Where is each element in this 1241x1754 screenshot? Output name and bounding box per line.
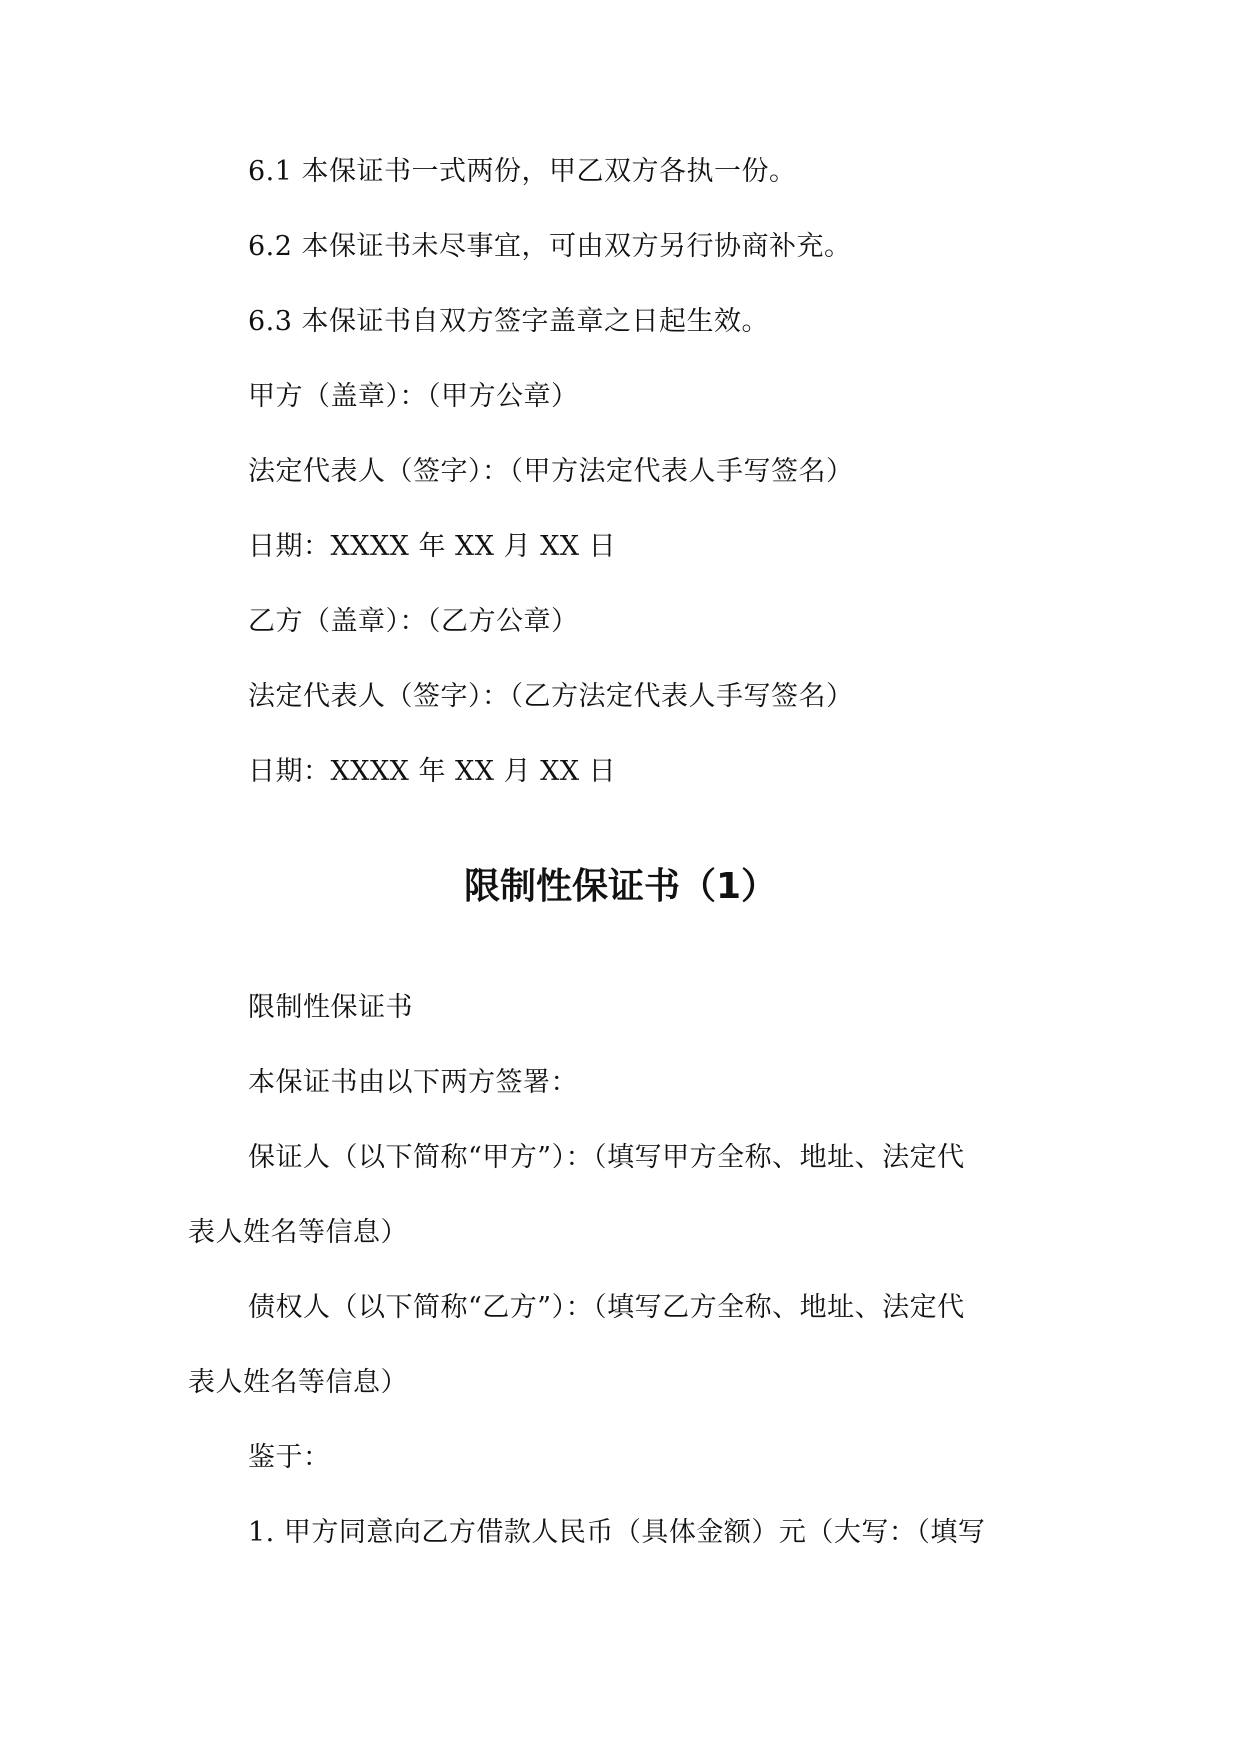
guarantor-line-1: 保证人（以下简称“甲方”）：（填写甲方全称、地址、法定代 [248, 1142, 965, 1173]
party-a-representative: 法定代表人（签字）：（甲方法定代表人手写签名） [248, 456, 854, 487]
party-a-date: 日期：XXXX 年 XX 月 XX 日 [248, 531, 617, 562]
item-1-line: 1. 甲方同意向乙方借款人民币（具体金额）元（大写：（填写 [248, 1517, 986, 1548]
creditor-line-2: 表人姓名等信息） [188, 1367, 408, 1398]
document-subtitle: 限制性保证书 [248, 992, 413, 1023]
party-a-seal: 甲方（盖章）：（甲方公章） [248, 381, 579, 412]
clause-6-2: 6.2 本保证书未尽事宜，可由双方另行协商补充。 [248, 231, 852, 262]
party-b-date: 日期：XXXX 年 XX 月 XX 日 [248, 756, 617, 787]
creditor-line-1: 债权人（以下简称“乙方”）：（填写乙方全称、地址、法定代 [248, 1292, 965, 1323]
clause-6-1: 6.1 本保证书一式两份，甲乙双方各执一份。 [248, 156, 797, 187]
whereas-line: 鉴于： [248, 1442, 331, 1473]
document-title: 限制性保证书（1） [463, 866, 778, 907]
intro-line: 本保证书由以下两方签署： [248, 1067, 578, 1098]
party-b-seal: 乙方（盖章）：（乙方公章） [248, 606, 579, 637]
clause-6-3: 6.3 本保证书自双方签字盖章之日起生效。 [248, 306, 770, 337]
guarantor-line-2: 表人姓名等信息） [188, 1217, 408, 1248]
party-b-representative: 法定代表人（签字）：（乙方法定代表人手写签名） [248, 681, 854, 712]
